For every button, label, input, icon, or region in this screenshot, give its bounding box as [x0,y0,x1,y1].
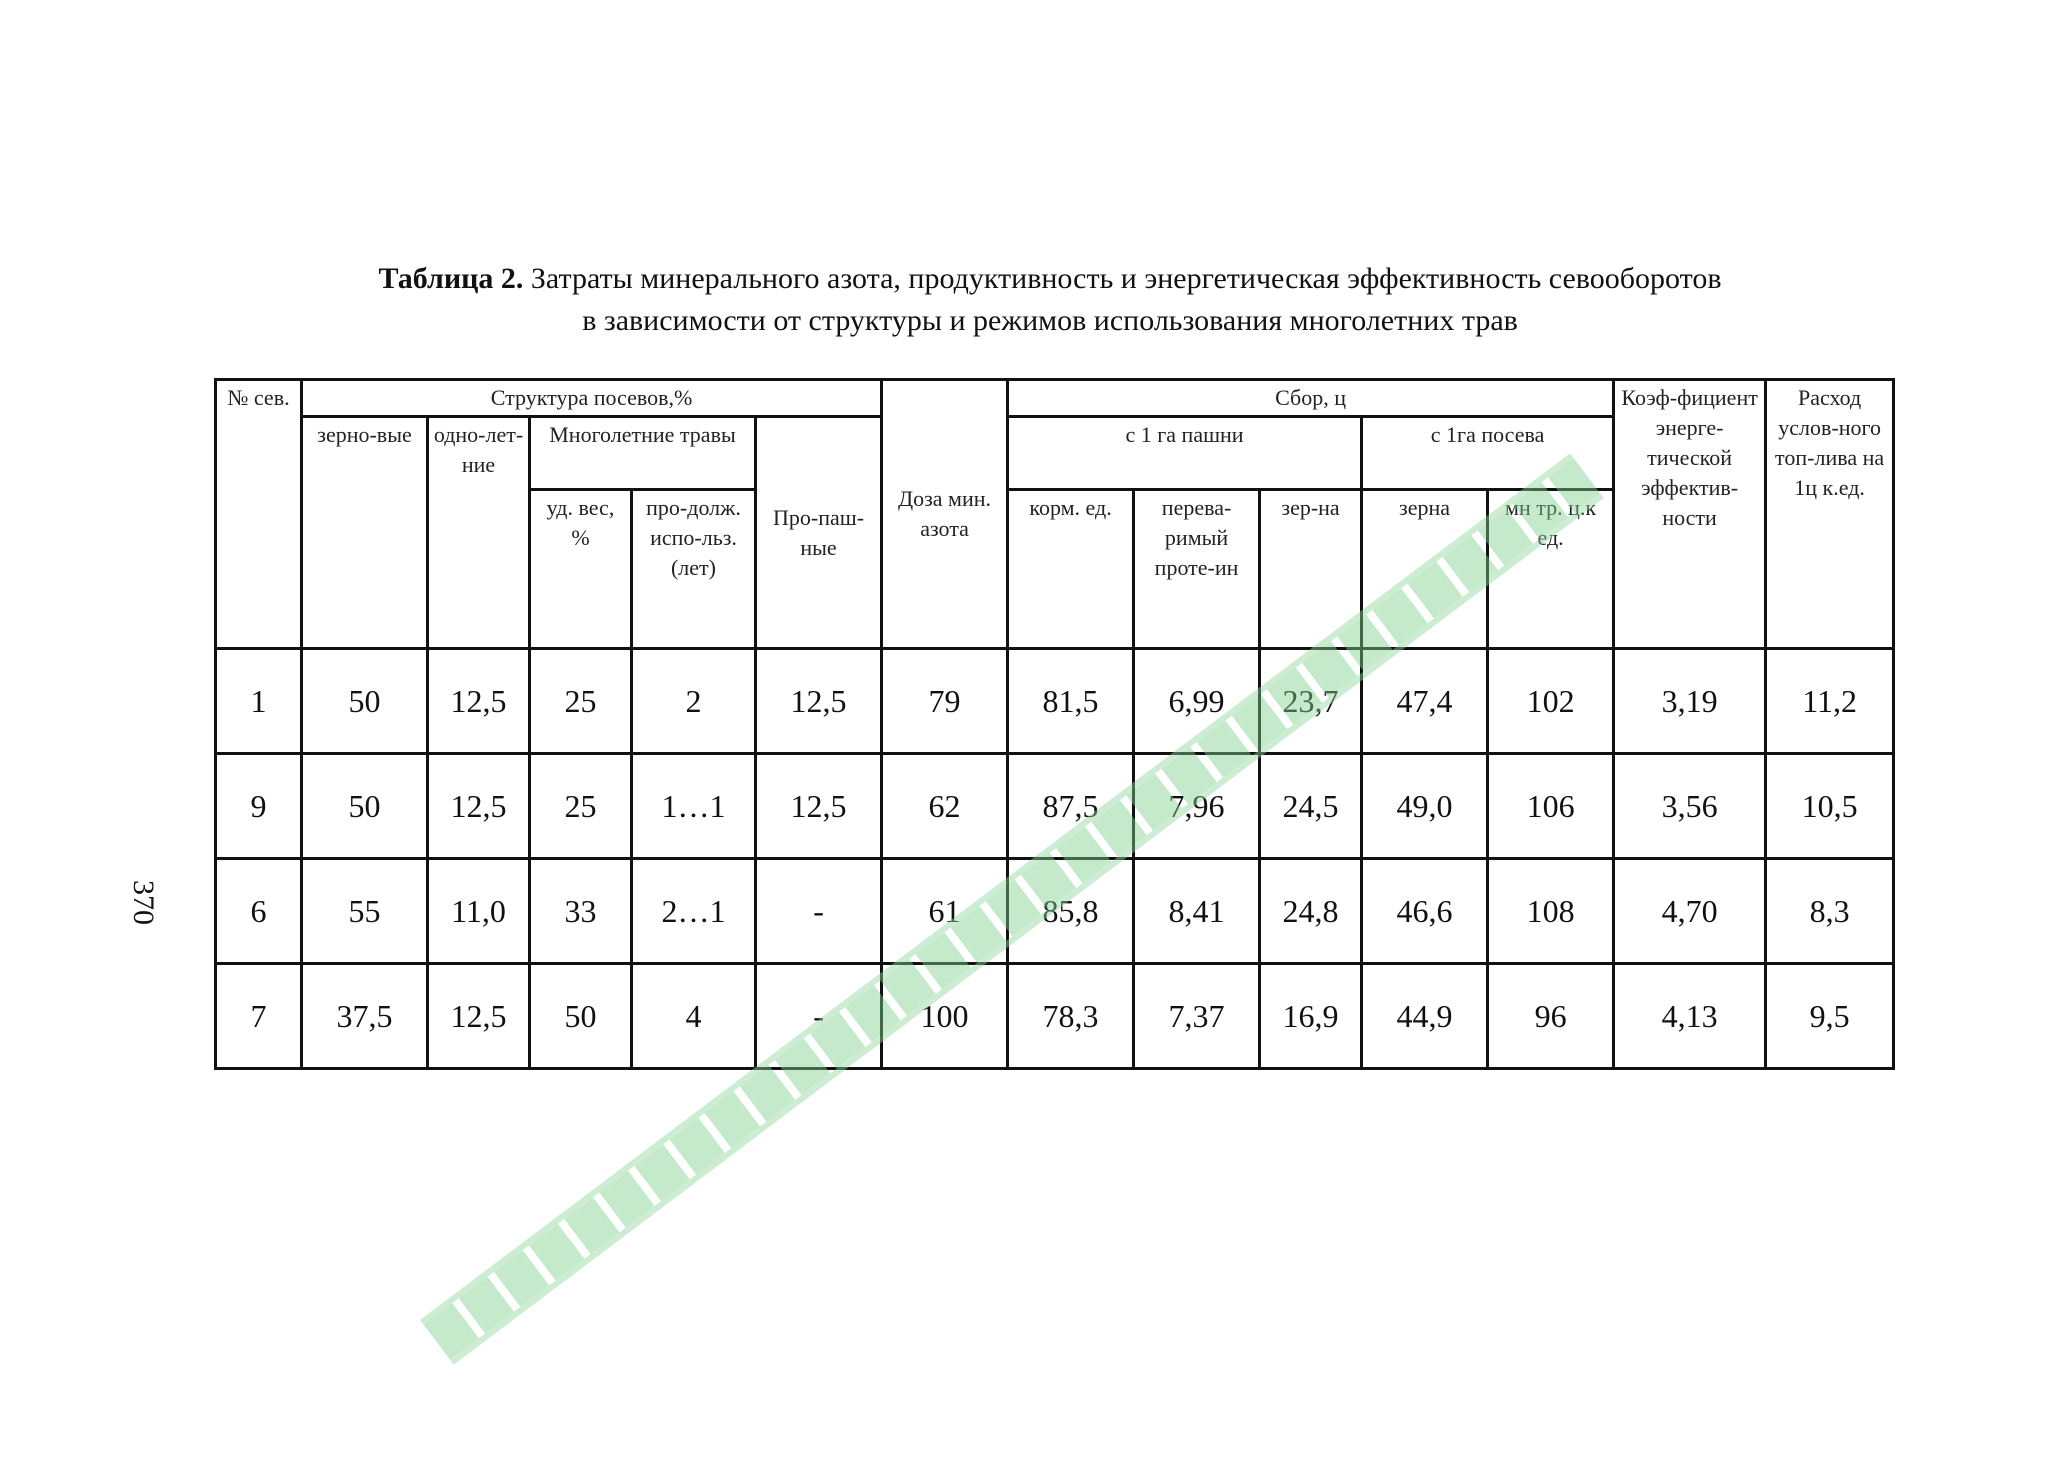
table-cell: 2 [632,649,756,754]
table-cell: 8,41 [1134,859,1260,964]
table-cell: 24,5 [1260,754,1362,859]
caption-line-1 [200,258,1900,300]
header-grain-arable: зер-на [1260,490,1362,649]
header-dose: Доза мин. азота [882,380,1008,649]
table-cell: 1…1 [632,754,756,859]
table-cell: 55 [302,859,428,964]
data-table [214,378,1895,1070]
header-grain: зерно-вые [302,417,428,649]
table-cell: 49,0 [1362,754,1488,859]
header-num: № сев. [216,380,302,649]
table-cell: 8,3 [1766,859,1894,964]
table-cell: 11,2 [1766,649,1894,754]
table-cell: - [756,859,882,964]
table-cell: 9 [216,754,302,859]
table-cell: 12,5 [428,649,530,754]
table-caption [200,258,1900,342]
table-cell: 16,9 [1260,964,1362,1069]
header-share: уд. вес, % [530,490,632,649]
table-cell: 11,0 [428,859,530,964]
table-row [216,754,1894,859]
table-cell: 23,7 [1260,649,1362,754]
header-per-arable: с 1 га пашни [1008,417,1362,490]
table-cell: 50 [302,754,428,859]
table-cell: 37,5 [302,964,428,1069]
header-row-1 [216,380,1894,417]
table-cell: 12,5 [756,649,882,754]
header-perennial: Многолетние травы [530,417,756,490]
table-cell: 102 [1488,649,1614,754]
header-duration: про-долж. испо-льз. (лет) [632,490,756,649]
table-cell: 7 [216,964,302,1069]
table-cell: 6,99 [1134,649,1260,754]
table-cell: 3,19 [1614,649,1766,754]
table-cell: 25 [530,649,632,754]
table-cell: 12,5 [428,964,530,1069]
header-protein: перева-римый проте-ин [1134,490,1260,649]
table-cell: 10,5 [1766,754,1894,859]
table-cell: 87,5 [1008,754,1134,859]
page-number: 370 [127,880,160,925]
table-cell: 47,4 [1362,649,1488,754]
table-cell: 3,56 [1614,754,1766,859]
caption-line-2: в зависимости от структуры и режимов использования многолетних трав [582,304,1518,337]
table-row [216,649,1894,754]
header-grain-sown: зерна [1362,490,1488,649]
table-cell: 33 [530,859,632,964]
table-cell: 6 [216,859,302,964]
table-cell: 25 [530,754,632,859]
header-structure: Структура посевов,% [302,380,882,417]
table-cell: 46,6 [1362,859,1488,964]
header-energy: Коэф-фициент энерге-тической эффектив-ности [1614,380,1766,649]
table-cell: 4,70 [1614,859,1766,964]
table-cell: 108 [1488,859,1614,964]
table-cell: - [756,964,882,1069]
table-cell: 12,5 [428,754,530,859]
table-cell: 4 [632,964,756,1069]
table-cell: 61 [882,859,1008,964]
table-cell: 1 [216,649,302,754]
table-cell: 2…1 [632,859,756,964]
table-cell: 85,8 [1008,859,1134,964]
table-cell: 50 [530,964,632,1069]
table-cell: 79 [882,649,1008,754]
header-per-sown: с 1га посева [1362,417,1614,490]
header-fuel: Расход услов-ного топ-лива на 1ц к.ед. [1766,380,1894,649]
header-annual: одно-лет-ние [428,417,530,649]
header-yield: Сбор, ц [1008,380,1614,417]
header-mln: мн тр. ц.к ед. [1488,490,1614,649]
table-cell: 96 [1488,964,1614,1069]
table-cell: 50 [302,649,428,754]
table-cell: 9,5 [1766,964,1894,1069]
table-cell: 106 [1488,754,1614,859]
table-cell: 7,37 [1134,964,1260,1069]
table-cell: 44,9 [1362,964,1488,1069]
table-cell: 62 [882,754,1008,859]
table-cell: 78,3 [1008,964,1134,1069]
header-row-crops: Про-паш-ные [756,417,882,649]
table-row [216,964,1894,1069]
table-cell: 4,13 [1614,964,1766,1069]
table-cell: 12,5 [756,754,882,859]
table-cell: 24,8 [1260,859,1362,964]
table-cell: 7,96 [1134,754,1260,859]
table-cell: 81,5 [1008,649,1134,754]
caption-text-1: Затраты минерального азота, продуктивность и энергетическая эффективность севооборотов [530,262,1722,295]
header-feed-units: корм. ед. [1008,490,1134,649]
table-cell: 100 [882,964,1008,1069]
caption-label: Таблица 2. [378,262,524,295]
table-row [216,859,1894,964]
